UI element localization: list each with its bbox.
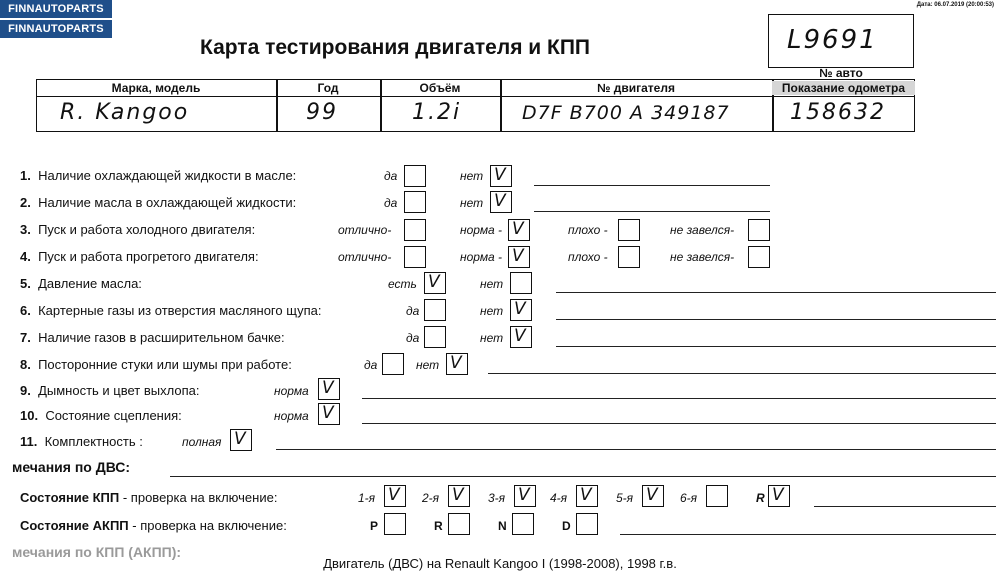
notes-line [362,398,996,399]
odometer-value: 158632 [790,100,886,125]
checkbox-q11-complete[interactable]: V [230,429,252,451]
checkbox-gear-2[interactable]: V [448,485,470,507]
notes-line [534,185,770,186]
option-label: не завелся- [670,250,735,264]
checkbox-gear-r[interactable] [448,513,470,535]
gearbox-notes-label: мечания по КПП (АКПП): [12,544,182,560]
checkbox-gear-n[interactable] [512,513,534,535]
question-6: 6. Картерные газы из отверстия масляного щупа: [20,303,322,318]
question-2: 2. Наличие масла в охлаждающей жидкости: [20,195,297,210]
option-label: норма [274,384,309,398]
notes-line [556,292,996,293]
notes-line [556,319,996,320]
checkbox-q6-no[interactable]: V [510,299,532,321]
option-label: да [364,358,378,372]
notes-line [814,506,996,507]
checkbox-q2-yes[interactable] [404,191,426,213]
question-7: 7. Наличие газов в расширительном бачке: [20,330,285,345]
gear-label: P [370,519,379,533]
checkbox-q3-no-start[interactable] [748,219,770,241]
option-label: да [384,196,398,210]
engine-no-value: D7F B700 A 349187 [522,102,730,124]
checkbox-q7-no[interactable]: V [510,326,532,348]
checkbox-gear-5[interactable]: V [642,485,664,507]
gear-label: R [756,491,765,505]
question-1: 1. Наличие охлаждающей жидкости в масле: [20,168,297,183]
notes-line [556,346,996,347]
question-10: 10. Состояние сцепления: [20,408,182,423]
option-label: норма [274,409,309,423]
option-label: есть [388,277,417,291]
question-4: 4. Пуск и работа прогретого двигателя: [20,249,259,264]
form-title: Карта тестирования двигателя и КПП [200,36,591,59]
checkbox-gear-p[interactable] [384,513,406,535]
volume-value: 1.2i [412,100,462,125]
manual-gearbox-title: Состояние КПП - проверка на включение: [20,490,278,505]
notes-line [276,449,996,450]
checkbox-q2-no[interactable]: V [490,191,512,213]
gear-label: N [498,519,507,533]
checkbox-q1-yes[interactable] [404,165,426,187]
option-label: да [406,304,420,318]
notes-line [170,476,996,477]
option-label: плохо - [568,250,608,264]
question-5: 5. Давление масла: [20,276,142,291]
option-label: отлично- [338,250,392,264]
checkbox-q1-no[interactable]: V [490,165,512,187]
checkbox-q4-bad[interactable] [618,246,640,268]
option-label: норма - [460,250,503,264]
option-label: отлично- [338,223,392,237]
gear-label: 4-я [550,491,568,505]
option-label: нет [416,358,440,372]
checkbox-q3-normal[interactable]: V [508,219,530,241]
option-label: нет [480,277,504,291]
checkbox-q4-excellent[interactable] [404,246,426,268]
checkbox-gear-4[interactable]: V [576,485,598,507]
gear-label: D [562,519,571,533]
checkbox-q9-normal[interactable]: V [318,378,340,400]
checkbox-gear-3[interactable]: V [514,485,536,507]
option-label: не завелся- [670,223,735,237]
question-9: 9. Дымность и цвет выхлопа: [20,383,200,398]
col-make-model: Марка, модель [111,81,201,95]
question-11: 11. Комплектность : [20,434,143,449]
checkbox-q5-no[interactable] [510,272,532,294]
col-odometer: Показание одометра [772,81,915,95]
brand-logo-secondary: FINNAUTOPARTS [0,20,112,38]
ice-notes-label: мечания по ДВС: [12,459,131,475]
lot-number-cell [768,14,914,68]
checkbox-q10-normal[interactable]: V [318,403,340,425]
checkbox-q3-excellent[interactable] [404,219,426,241]
option-label: нет [460,196,484,210]
checkbox-q4-no-start[interactable] [748,246,770,268]
checkbox-q7-yes[interactable] [424,326,446,348]
col-volume: Объём [419,81,461,95]
col-year: Год [317,81,339,95]
auto-gearbox-title: Состояние АКПП - проверка на включение: [20,518,287,533]
notes-line [620,534,996,535]
gear-label: 1-я [358,491,376,505]
gear-label: 2-я [422,491,440,505]
option-label: полная [182,435,222,449]
question-3: 3. Пуск и работа холодного двигателя: [20,222,256,237]
option-label: нет [480,304,504,318]
checkbox-q4-normal[interactable]: V [508,246,530,268]
gear-label: 3-я [488,491,506,505]
notes-line [362,423,996,424]
col-engine-no: № двигателя [597,81,675,95]
option-label: плохо - [568,223,608,237]
option-label: норма - [460,223,503,237]
question-8: 8. Посторонние стуки или шумы при работе: [20,357,292,372]
lot-number: L9691 [787,25,878,55]
gear-label: 5-я [616,491,634,505]
year-value: 99 [306,100,338,125]
checkbox-gear-d[interactable] [576,513,598,535]
notes-line [488,373,996,374]
make-model-value: R. Kangoo [60,100,190,125]
checkbox-q6-yes[interactable] [424,299,446,321]
gear-label: R [434,519,443,533]
option-label: нет [480,331,504,345]
checkbox-q8-no[interactable]: V [446,353,468,375]
checkbox-q8-yes[interactable] [382,353,404,375]
auto-number-label: № авто [819,66,863,80]
date-stamp: Дата: 06.07.2019 (20:00:53) [916,2,994,8]
photo-caption: Двигатель (ДВС) на Renault Kangoo I (1998-2008), 1998 г.в. [323,556,677,571]
checkbox-gear-1[interactable]: V [384,485,406,507]
brand-logo: FINNAUTOPARTS [0,0,112,18]
option-label: да [384,169,398,183]
checkbox-gear-6[interactable] [706,485,728,507]
checkbox-q3-bad[interactable] [618,219,640,241]
option-label: нет [460,169,484,183]
notes-line [534,211,770,212]
checkbox-gear-reverse[interactable]: V [768,485,790,507]
gear-label: 6-я [680,491,698,505]
option-label: да [406,331,420,345]
checkbox-q5-yes[interactable]: V [424,272,446,294]
